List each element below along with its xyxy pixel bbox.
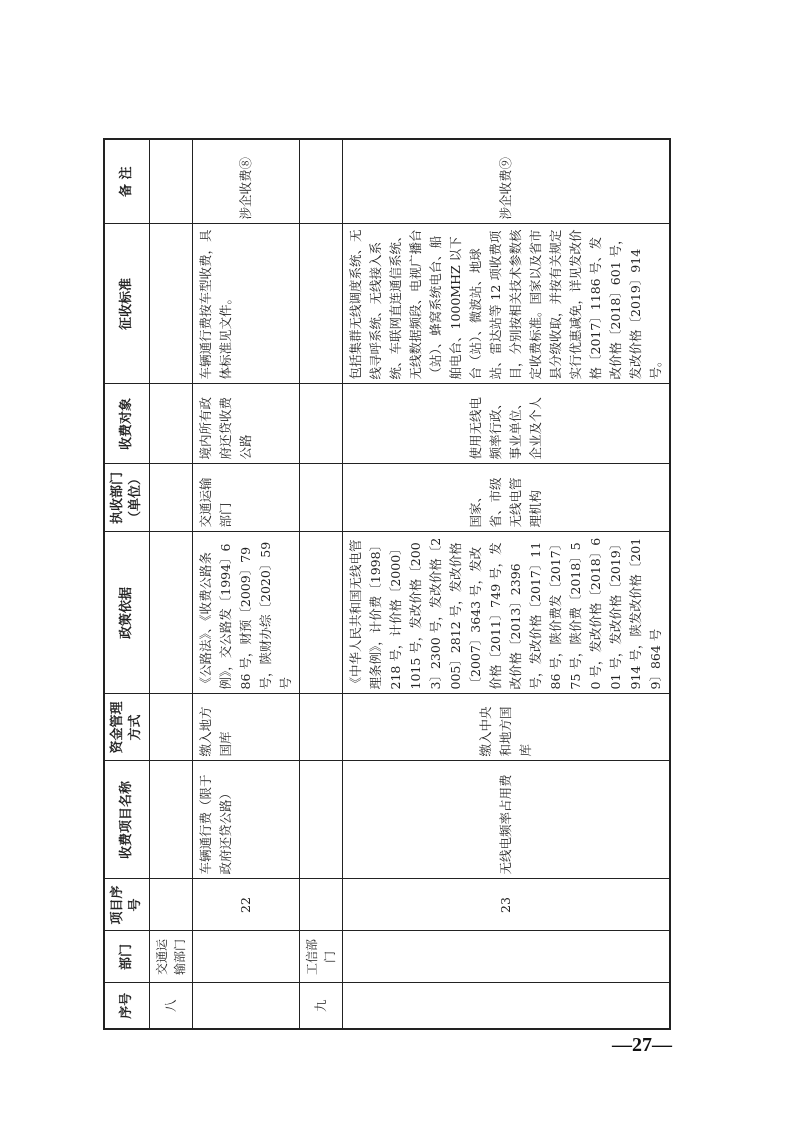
item-name: 无线电频率占用费	[342, 761, 670, 879]
group-seq: 九	[299, 983, 342, 1029]
item-seq: 23	[342, 879, 670, 931]
header-item-name: 收费项目名称	[104, 761, 149, 879]
remark: 涉企收费⑧	[192, 139, 299, 224]
target: 境内所有政府还贷收费公路	[192, 384, 299, 464]
table-row	[192, 139, 299, 1029]
group-dept: 工信部门	[299, 931, 342, 983]
policy: 《公路法》、《收费公路条例》，交公路发〔1994〕686 号，财预〔2009〕79 号，陕财办综〔2020〕59 号	[192, 532, 299, 694]
header-fund-mgmt: 资金管理方式	[104, 694, 149, 761]
group-dept: 交通运输部门	[149, 931, 192, 983]
standard: 包括集群无线调度系统、无线寻呼系统、无线接入系统、车联网直连通信系统、无线数据频段、电视广播台（站）、蜂窝系统电台、船舶电台、1000MHZ 以下台（站）、微波站、地球站、雷达站等 12 项收费项目，分别按相关技术参数核定收费标准。国家以及省市县分级收取，并按有关规定实行优惠减免，详见发改价格〔2017〕1186 号、发改价格〔2018〕601 号，发改价格〔2019〕914 号。	[342, 224, 670, 384]
fund-mgmt: 缴入地方国库	[192, 694, 299, 761]
header-remark: 备 注	[104, 139, 149, 224]
collector: 交通运输部门	[192, 464, 299, 532]
header-standard: 征收标准	[104, 224, 149, 384]
header-seq: 序号	[104, 983, 149, 1029]
rotated-table-container	[103, 140, 663, 1030]
remark: 涉企收费⑨	[342, 139, 670, 224]
collector: 国家、省、市级无线电管理机构	[342, 464, 670, 532]
standard: 车辆通行费按车型收费，具体标准见文件。	[192, 224, 299, 384]
header-target: 收费对象	[104, 384, 149, 464]
header-row	[104, 139, 149, 1029]
item-seq: 22	[192, 879, 299, 931]
group-row-transport	[149, 139, 192, 1029]
header-item-seq: 项目序号	[104, 879, 149, 931]
fee-table	[103, 138, 671, 1030]
table-row	[342, 139, 670, 1029]
page-number: —27—	[612, 1034, 672, 1056]
group-row-industry	[299, 139, 342, 1029]
group-seq: 八	[149, 983, 192, 1029]
item-name: 车辆通行费（限于政府还贷公路）	[192, 761, 299, 879]
header-dept: 部门	[104, 931, 149, 983]
fund-mgmt: 缴入中央和地方国库	[342, 694, 670, 761]
header-policy: 政策依据	[104, 532, 149, 694]
header-collector: 执收部门（单位）	[104, 464, 149, 532]
target: 使用无线电频率行政、事业单位、企业及个人	[342, 384, 670, 464]
policy: 《中华人民共和国无线电管理条例》，计价费〔1998〕218 号，计价格〔2000〕1015 号，发改价格〔2003〕2300 号，发改价格〔2005〕2812 号，发改价格〔2007〕3643 号，发改价格〔2011〕749 号，发改价格〔2013〕2396 号，发改价格〔2017〕1186 号，陕价费发〔2017〕75 号，陕价费〔2018〕50 号，发改价格〔2018〕601 号，发改价格〔2019〕914 号，陕发改价格〔2019〕864 号	[342, 532, 670, 694]
